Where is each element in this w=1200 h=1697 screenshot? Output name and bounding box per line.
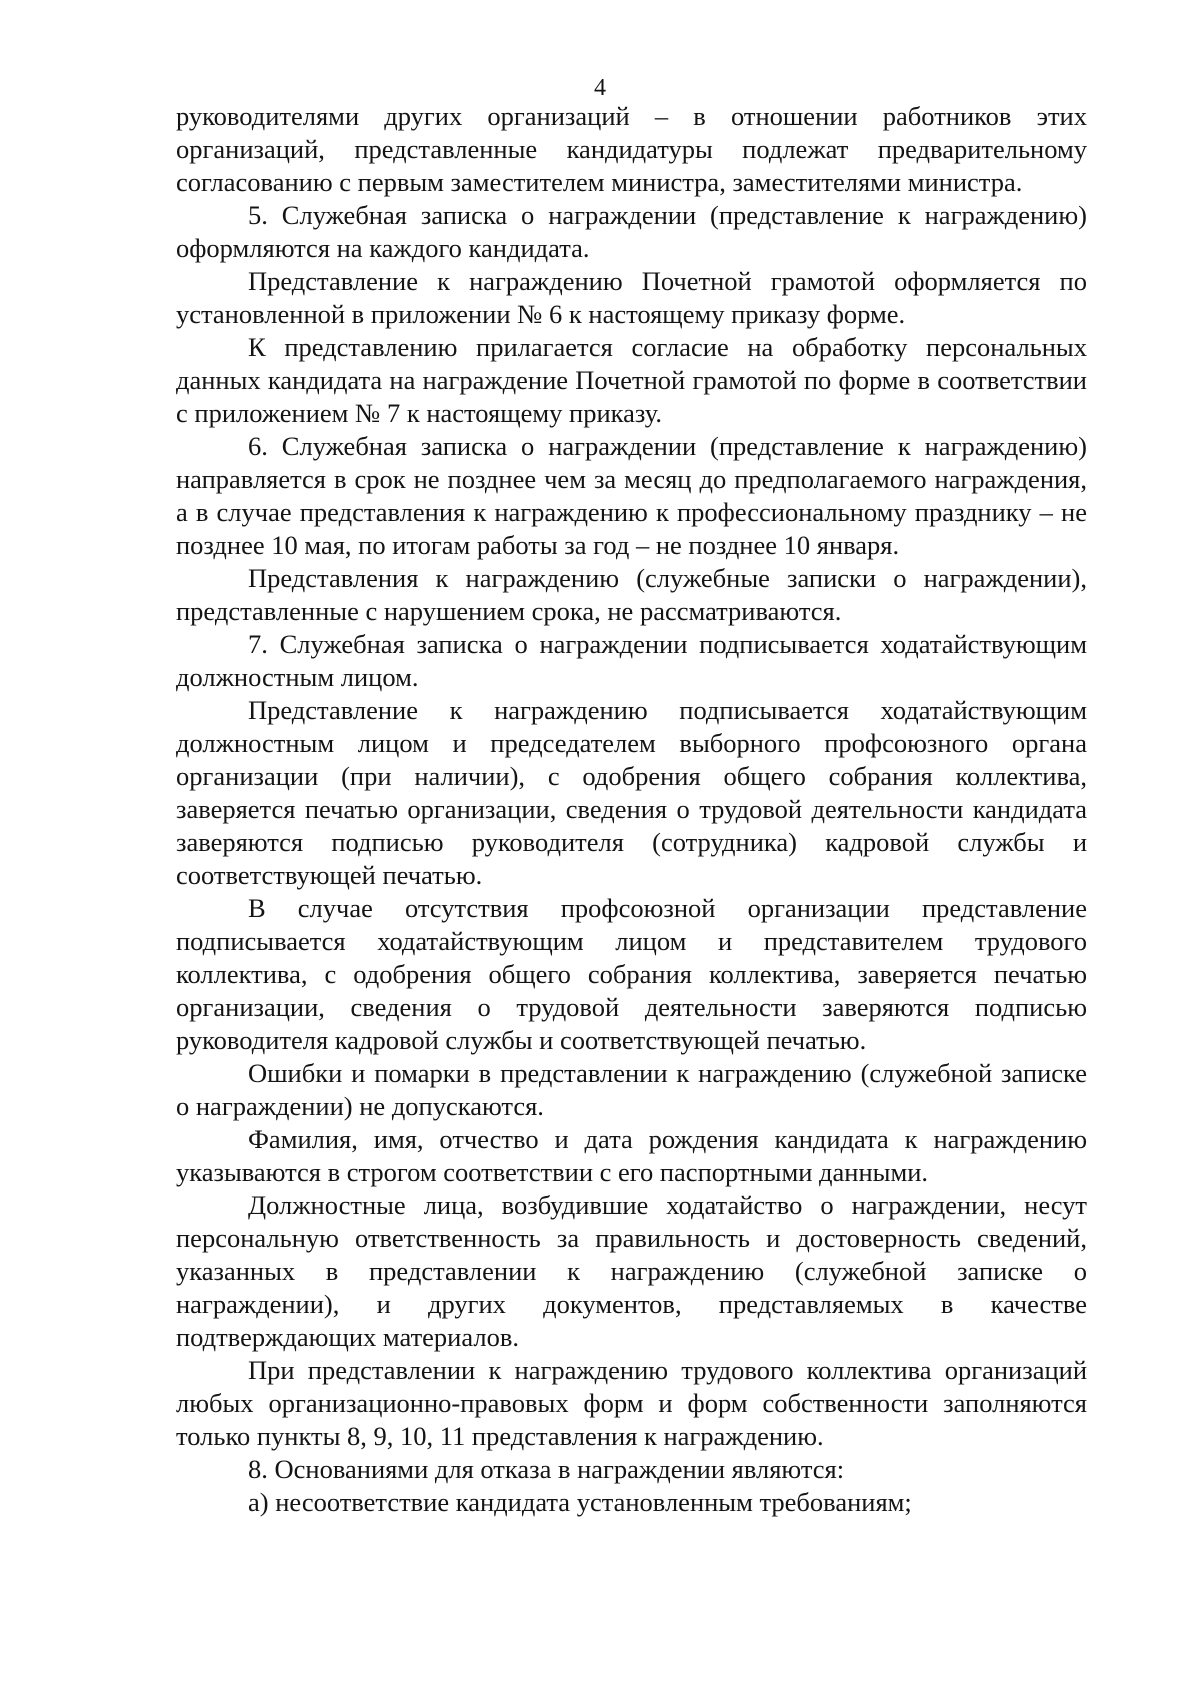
paragraph-item-6: 6. Служебная записка о награждении (представление к награждению) направляется в срок не позднее чем за месяц до предполагаемого награждения, а в случае представления к награждению к профессиональному празднику – не позднее 10 мая, по итогам работы за год – не позднее 10 января. xyxy=(176,431,1087,560)
paragraph-name-data: Фамилия, имя, отчество и дата рождения кандидата к награждению указываются в строгом соответствии с его паспортными данными. xyxy=(176,1124,1087,1187)
paragraph-no-union: В случае отсутствия профсоюзной организации представление подписывается ходатайствующим лицом и представителем трудового коллектива, с одобрения общего собрания коллектива, заверяется печатью организации, сведения о трудовой деятельности заверяются подписью руководителя кадровой службы и соответствующей печатью. xyxy=(176,893,1087,1055)
paragraph-item-8a: а) несоответствие кандидата установленным требованиям; xyxy=(248,1487,912,1517)
paragraph-continuation: руководителями других организаций – в отношении работников этих организаций, представленные кандидатуры подлежат предварительному согласованию с первым заместителем министра, заместителями министра. xyxy=(176,101,1087,197)
paragraph-award-form: Представление к награждению Почетной грамотой оформляется по установленной в приложении № 6 к настоящему приказу форме. xyxy=(176,266,1087,329)
paragraph-consent: К представлению прилагается согласие на обработку персональных данных кандидата на награждение Почетной грамотой по форме в соответствии с приложением № 7 к настоящему приказу. xyxy=(176,332,1087,428)
paragraph-deadline-violation: Представления к награждению (служебные записки о награждении), представленные с нарушением срока, не рассматриваются. xyxy=(176,563,1087,626)
paragraph-signing: Представление к награждению подписывается ходатайствующим должностным лицом и председателем выборного профсоюзного органа организации (при наличии), с одобрения общего собрания коллектива, заверяется печатью организации, сведения о трудовой деятельности кандидата заверяются подписью руководителя (сотрудника) кадровой службы и соответствующей печатью. xyxy=(176,695,1087,890)
paragraph-item-7: 7. Служебная записка о награждении подписывается ходатайствующим должностным лицом. xyxy=(176,629,1087,692)
paragraph-responsibility: Должностные лица, возбудившие ходатайство о награждении, несут персональную ответственность за правильность и достоверность сведений, указанных в представлении к награждению (служебной записке о награждении), и других документов, представляемых в качестве подтверждающих материалов. xyxy=(176,1190,1087,1352)
page-number: 4 xyxy=(594,75,606,101)
paragraph-collective: При представлении к награждению трудового коллектива организаций любых организационно-правовых форм и форм собственности заполняются только пункты 8, 9, 10, 11 представления к награждению. xyxy=(176,1355,1087,1451)
paragraph-item-5: 5. Служебная записка о награждении (представление к награждению) оформляются на каждого кандидата. xyxy=(176,200,1087,263)
paragraph-errors: Ошибки и помарки в представлении к награждению (служебной записке о награждении) не допускаются. xyxy=(176,1058,1087,1121)
paragraph-item-8: 8. Основаниями для отказа в награждении являются: xyxy=(248,1454,845,1484)
document-body xyxy=(176,100,1087,1519)
